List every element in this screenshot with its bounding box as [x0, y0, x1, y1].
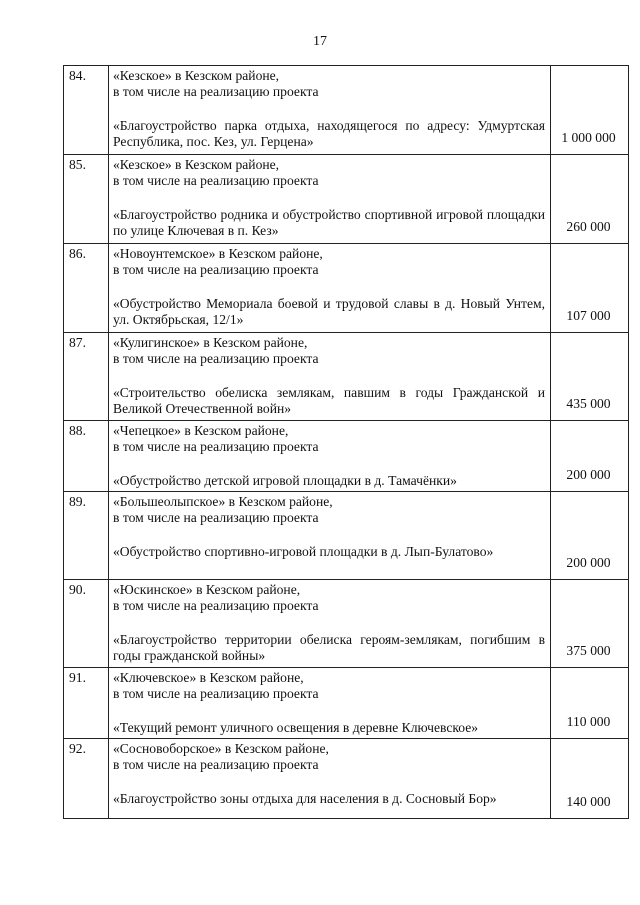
funding-amount: 110 000 [551, 668, 629, 739]
row-description [109, 333, 551, 421]
table-row [64, 155, 629, 244]
municipality-name: «Кулигинское» в Кезском районе, [113, 335, 308, 350]
row-description [109, 668, 551, 739]
municipality-name: «Кезское» в Кезском районе, [113, 157, 280, 172]
row-number: 84. [64, 66, 109, 155]
row-description [109, 492, 551, 580]
funding-amount: 107 000 [551, 244, 629, 333]
spacer [113, 526, 545, 544]
page-number: 17 [313, 34, 327, 49]
spacer [113, 100, 545, 118]
project-intro: в том числе на реализацию проекта [113, 686, 319, 701]
project-title: «Строительство обелиска землякам, павшим в годы Гражданской и Великой Отечественной войн» [113, 385, 545, 416]
municipality-name: «Кезское» в Кезском районе, [113, 68, 280, 83]
project-title: «Благоустройство зоны отдыха для населения в д. Сосновый Бор» [113, 791, 497, 806]
project-intro: в том числе на реализацию проекта [113, 757, 319, 772]
row-description [109, 580, 551, 668]
project-intro: в том числе на реализацию проекта [113, 351, 319, 366]
project-intro: в том числе на реализацию проекта [113, 598, 319, 613]
project-title: «Благоустройство парка отдыха, находящегося по адресу: Удмуртская Республика, пос. Кез, ул. Герцена» [113, 118, 545, 149]
municipality-name: «Новоунтемское» в Кезском районе, [113, 246, 323, 261]
row-description [109, 66, 551, 155]
table-row [64, 580, 629, 668]
row-description [109, 739, 551, 819]
row-number: 89. [64, 492, 109, 580]
row-number: 91. [64, 668, 109, 739]
table-row [64, 421, 629, 492]
funding-amount: 200 000 [551, 421, 629, 492]
municipality-name: «Юскинское» в Кезском районе, [113, 582, 301, 597]
project-intro: в том числе на реализацию проекта [113, 510, 319, 525]
project-title: «Текущий ремонт уличного освещения в деревне Ключевское» [113, 720, 479, 735]
project-title: «Обустройство Мемориала боевой и трудовой славы в д. Новый Унтем, ул. Октябрьская, 12/1» [113, 296, 545, 327]
table-body [64, 66, 629, 819]
spacer [113, 189, 545, 207]
spacer [113, 614, 545, 632]
municipality-name: «Сосновоборское» в Кезском районе, [113, 741, 329, 756]
funding-amount: 1 000 000 [551, 66, 629, 155]
table-row [64, 333, 629, 421]
project-intro: в том числе на реализацию проекта [113, 439, 319, 454]
project-title: «Благоустройство территории обелиска героям-землякам, погибшим в годы гражданской войны» [113, 632, 545, 663]
row-description [109, 244, 551, 333]
funding-table [63, 65, 629, 819]
municipality-name: «Ключевское» в Кезском районе, [113, 670, 304, 685]
row-description [109, 421, 551, 492]
project-intro: в том числе на реализацию проекта [113, 262, 319, 277]
municipality-name: «Большеолыпское» в Кезском районе, [113, 494, 333, 509]
row-number: 88. [64, 421, 109, 492]
row-description [109, 155, 551, 244]
table-row [64, 66, 629, 155]
project-title: «Обустройство спортивно-игровой площадки в д. Лып-Булатово» [113, 544, 494, 559]
row-number: 87. [64, 333, 109, 421]
table-row [64, 739, 629, 819]
funding-amount: 200 000 [551, 492, 629, 580]
funding-amount: 260 000 [551, 155, 629, 244]
project-intro: в том числе на реализацию проекта [113, 173, 319, 188]
municipality-name: «Чепецкое» в Кезском районе, [113, 423, 289, 438]
spacer [113, 702, 545, 720]
spacer [113, 278, 545, 296]
spacer [113, 773, 545, 791]
row-number: 85. [64, 155, 109, 244]
table-row [64, 668, 629, 739]
project-intro: в том числе на реализацию проекта [113, 84, 319, 99]
row-number: 86. [64, 244, 109, 333]
row-number: 92. [64, 739, 109, 819]
spacer [113, 455, 545, 473]
table-row [64, 244, 629, 333]
row-number: 90. [64, 580, 109, 668]
project-title: «Благоустройство родника и обустройство спортивной игровой площадки по улице Ключевая в п. Кез» [113, 207, 545, 238]
funding-amount: 435 000 [551, 333, 629, 421]
project-title: «Обустройство детской игровой площадки в д. Тамачёнки» [113, 473, 457, 488]
funding-amount: 140 000 [551, 739, 629, 819]
funding-amount: 375 000 [551, 580, 629, 668]
spacer [113, 367, 545, 385]
table-row [64, 492, 629, 580]
